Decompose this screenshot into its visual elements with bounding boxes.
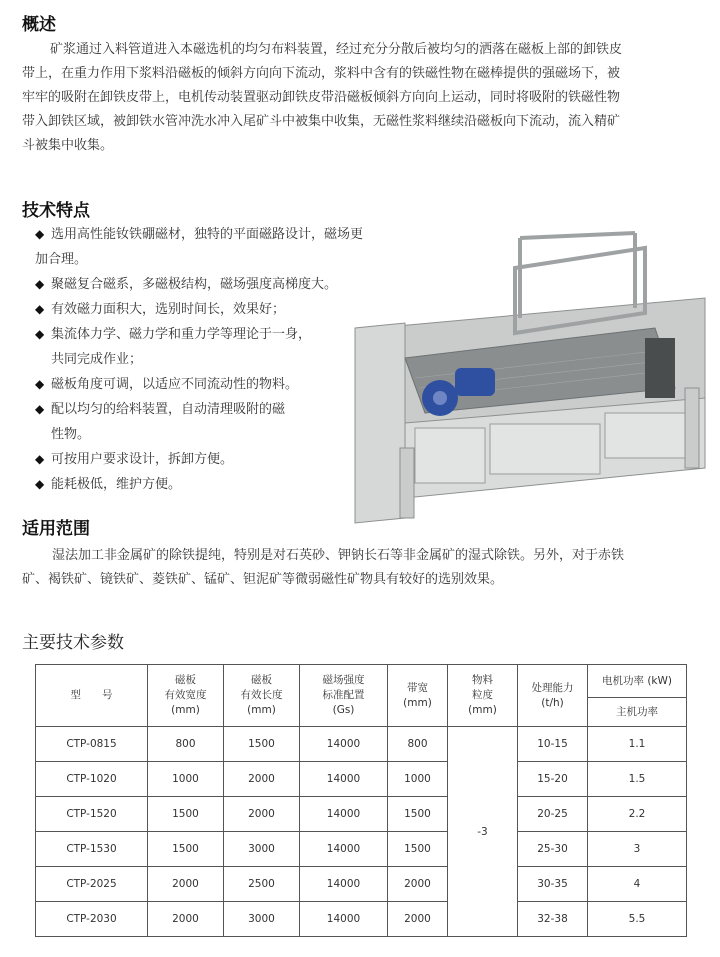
cell-width: 2000 <box>148 902 224 937</box>
cell-model: CTP-2025 <box>36 867 148 902</box>
feature-item: ◆ 能耗极低，维护方便。 <box>35 472 365 497</box>
table-row <box>36 867 687 902</box>
feature-item: ◆ 可按用户要求设计，拆卸方便。 <box>35 447 365 472</box>
cell-belt: 1000 <box>388 762 448 797</box>
overview-line: 带上，在重力作用下浆料沿磁板的倾斜方向向下流动，浆料中含有的铁磁性物在磁棒提供的强磁场下，被 <box>22 66 621 81</box>
diamond-bullet-icon: ◆ <box>35 277 45 291</box>
cell-width: 800 <box>148 727 224 762</box>
table-row <box>36 832 687 867</box>
table-row <box>36 902 687 937</box>
feature-item: ◆ 有效磁力面积大，选别时间长，效果好； <box>35 297 365 322</box>
cell-capacity: 20-25 <box>518 797 588 832</box>
cell-field: 14000 <box>300 832 388 867</box>
cell-power: 4 <box>588 867 687 902</box>
cell-field: 14000 <box>300 867 388 902</box>
overview-paragraph <box>22 38 712 158</box>
cell-capacity: 25-30 <box>518 832 588 867</box>
cell-model: CTP-2030 <box>36 902 148 937</box>
cell-length: 3000 <box>224 902 300 937</box>
diamond-bullet-icon: ◆ <box>35 377 45 391</box>
cell-capacity: 32-38 <box>518 902 588 937</box>
cell-field: 14000 <box>300 727 388 762</box>
header-power: 电机功率 (kW) <box>588 665 687 698</box>
header-width: 磁板 有效宽度 (mm) <box>148 665 224 727</box>
header-belt: 带宽 (mm) <box>388 665 448 727</box>
features-title: 技术特点 <box>22 201 90 221</box>
cell-granularity: -3 <box>448 727 518 937</box>
cell-model: CTP-1520 <box>36 797 148 832</box>
cell-belt: 1500 <box>388 797 448 832</box>
cell-model: CTP-1020 <box>36 762 148 797</box>
cell-model: CTP-0815 <box>36 727 148 762</box>
scope-line: 矿、褐铁矿、镜铁矿、菱铁矿、锰矿、钽泥矿等微弱磁性矿物具有较好的选别效果。 <box>22 572 504 587</box>
params-title: 主要技术参数 <box>22 633 124 653</box>
cell-belt: 800 <box>388 727 448 762</box>
cell-power: 2.2 <box>588 797 687 832</box>
diamond-bullet-icon: ◆ <box>35 327 45 341</box>
feature-item: ◆ 配以均匀的给料装置，自动清理吸附的磁 性物。 <box>35 397 365 447</box>
cell-length: 2000 <box>224 797 300 832</box>
cell-model: CTP-1530 <box>36 832 148 867</box>
header-model: 型 号 <box>36 665 148 727</box>
table-row <box>36 762 687 797</box>
spec-table <box>35 664 687 937</box>
cell-width: 2000 <box>148 867 224 902</box>
scope-line: 湿法加工非金属矿的除铁提纯，特别是对石英砂、钾钠长石等非金属矿的湿式除铁。另外，对于赤铁 <box>52 548 625 563</box>
overview-title: 概述 <box>22 15 56 35</box>
diamond-bullet-icon: ◆ <box>35 477 45 491</box>
overview-line: 带入卸铁区域，被卸铁水管冲洗水冲入尾矿斗中被集中收集，无磁性浆料继续沿磁板向下流动，流入精矿 <box>22 114 621 129</box>
header-field: 磁场强度 标准配置 (Gs) <box>300 665 388 727</box>
cell-belt: 2000 <box>388 902 448 937</box>
cell-belt: 2000 <box>388 867 448 902</box>
table-row <box>36 797 687 832</box>
scope-paragraph <box>22 544 712 592</box>
diamond-bullet-icon: ◆ <box>35 227 45 241</box>
cell-belt: 1500 <box>388 832 448 867</box>
diamond-bullet-icon: ◆ <box>35 302 45 316</box>
feature-list <box>35 222 365 497</box>
magnetic-separator-machine-image <box>345 228 713 526</box>
cell-power: 5.5 <box>588 902 687 937</box>
table-header-row <box>36 665 687 698</box>
overview-line: 矿浆通过入料管道进入本磁选机的均匀布料装置，经过充分分散后被均匀的洒落在磁板上部的卸铁皮 <box>50 42 623 57</box>
overview-line: 牢牢的吸附在卸铁皮带上，电机传动装置驱动卸铁皮带沿磁板倾斜方向向上运动，同时将吸附的铁磁性物 <box>22 90 621 105</box>
cell-field: 14000 <box>300 797 388 832</box>
cell-length: 2500 <box>224 867 300 902</box>
feature-item: ◆ 集流体力学、磁力学和重力学等理论于一身， 共同完成作业； <box>35 322 365 372</box>
cell-width: 1500 <box>148 797 224 832</box>
cell-capacity: 10-15 <box>518 727 588 762</box>
header-capacity: 处理能力 (t/h) <box>518 665 588 727</box>
diamond-bullet-icon: ◆ <box>35 402 45 416</box>
cell-power: 1.1 <box>588 727 687 762</box>
feature-item: ◆ 选用高性能钕铁硼磁材，独特的平面磁路设计，磁场更加合理。 <box>35 222 365 272</box>
cell-length: 1500 <box>224 727 300 762</box>
cell-capacity: 15-20 <box>518 762 588 797</box>
feature-item: ◆ 磁板角度可调，以适应不同流动性的物料。 <box>35 372 365 397</box>
feature-item: ◆ 聚磁复合磁系，多磁极结构，磁场强度高梯度大。 <box>35 272 365 297</box>
cell-length: 3000 <box>224 832 300 867</box>
cell-field: 14000 <box>300 902 388 937</box>
overview-line: 斗被集中收集。 <box>22 138 114 153</box>
cell-power: 3 <box>588 832 687 867</box>
table-row <box>36 727 687 762</box>
cell-power: 1.5 <box>588 762 687 797</box>
cell-width: 1500 <box>148 832 224 867</box>
header-size: 物料 粒度 (mm) <box>448 665 518 727</box>
header-main-power: 主机功率 <box>588 698 687 727</box>
scope-title: 适用范围 <box>22 519 90 539</box>
cell-width: 1000 <box>148 762 224 797</box>
cell-capacity: 30-35 <box>518 867 588 902</box>
cell-length: 2000 <box>224 762 300 797</box>
diamond-bullet-icon: ◆ <box>35 452 45 466</box>
cell-field: 14000 <box>300 762 388 797</box>
header-length: 磁板 有效长度 (mm) <box>224 665 300 727</box>
